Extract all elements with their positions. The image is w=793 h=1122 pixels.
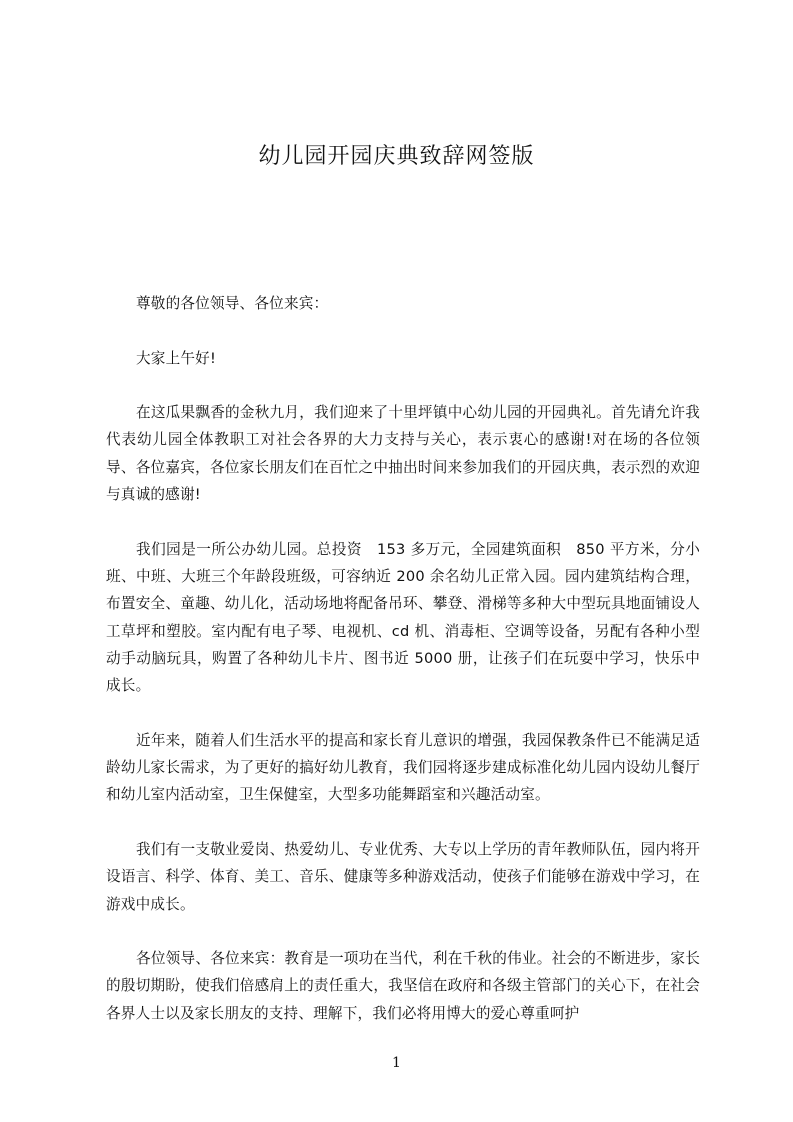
paragraph-greeting: 大家上午好! (136, 349, 217, 367)
document-body (106, 290, 700, 1054)
document-title: 幼儿园开园庆典致辞网签版 (258, 144, 535, 169)
paragraph-facilities: 我们园是一所公办幼儿园。总投资 153 多万元，全园建筑面积 850 平方米，分小班、中班、大班三个年龄段班级，可容纳近 200 余名幼儿正常入园。园内建筑结构合理，布置安全、童趣、幼儿化，活动场地将配备吊环、攀登、滑梯等多种大中型玩具地面铺设人工草坪和塑胶。室内配有电子琴、电视机、cd 机、消毒柜、空调等设备，另配有各种小型动手动脑玩具，购置了各种幼儿卡片、图书近 5000 册，让孩子们在玩耍中学习，快乐中成长。 (106, 540, 700, 695)
paragraph-development: 近年来，随着人们生活水平的提高和家长育儿意识的增强，我园保教条件已不能满足适龄幼儿家长需求，为了更好的搞好幼儿教育，我们园将逐步建成标准化幼儿园内设幼儿餐厅和幼儿室内活动室，卫生保健室，大型多功能舞蹈室和兴趣活动室。 (106, 731, 700, 804)
paragraph-closing: 各位领导、各位来宾：教育是一项功在当代，利在千秋的伟业。社会的不断进步，家长的殷切期盼，使我们倍感肩上的责任重大，我坚信在政府和各级主管部门的关心下，在社会各界人士以及家长朋友的支持、理解下，我们必将用博大的爱心尊重呵护 (106, 950, 700, 1022)
paragraph-teachers: 我们有一支敬业爱岗、热爱幼儿、专业优秀、大专以上学历的青年教师队伍，园内将开设语言、科学、体育、美工、音乐、健康等多种游戏活动，使孩子们能够在游戏中学习，在游戏中成长。 (106, 840, 700, 913)
page-number: 1 (392, 1055, 401, 1071)
paragraph-opening: 在这瓜果飘香的金秋九月，我们迎来了十里坪镇中心幼儿园的开园典礼。首先请允许我代表幼儿园全体教职工对社会各界的大力支持与关心，表示衷心的感谢!对在场的各位领导、各位嘉宾，各位家长朋友们在百忙之中抽出时间来参加我们的开园庆典，表示烈的欢迎与真诚的感谢! (106, 404, 700, 504)
paragraph-salutation: 尊敬的各位领导、各位来宾： (136, 295, 329, 312)
